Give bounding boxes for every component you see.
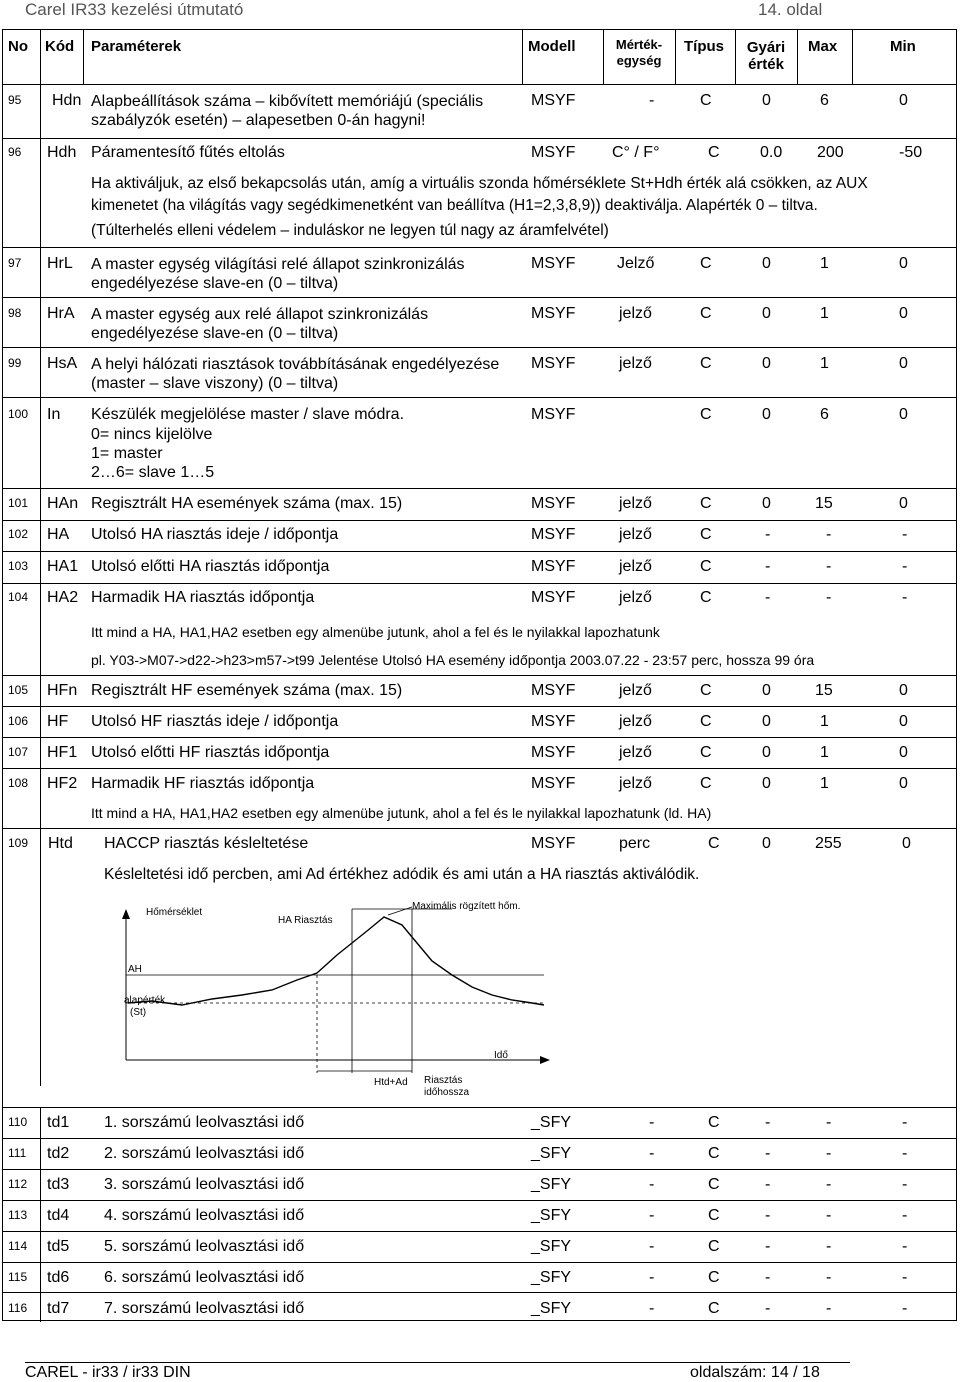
row-sep [2, 1231, 957, 1232]
row-number: 99 [8, 356, 22, 370]
param-min: - [902, 526, 908, 543]
param-min: 0 [899, 355, 908, 372]
param-unit: jelző [619, 558, 652, 575]
diagram-duration-label-2: időhossza [424, 1087, 470, 1098]
param-model: MSYF [531, 526, 576, 543]
param-model: MSYF [531, 355, 576, 372]
row-sep [2, 488, 957, 489]
row-number: 97 [8, 256, 22, 270]
param-description: A helyi hálózati riasztások továbbításának engedélyezése (master – slave viszony) (0 – tiltva) [91, 356, 500, 392]
col-header-modell: Modell [528, 38, 576, 55]
param-unit: jelző [619, 713, 652, 730]
param-code: td7 [47, 1300, 70, 1317]
param-default: - [765, 1238, 771, 1255]
param-default: 0 [762, 406, 771, 423]
param-code: td1 [47, 1114, 70, 1131]
param-unit: jelző [619, 305, 652, 322]
param-description: Regisztrált HF események száma (max. 15) [91, 682, 403, 699]
param-description: 1. sorszámú leolvasztási idő [104, 1114, 305, 1131]
row-sep [2, 551, 957, 552]
row-number: 107 [8, 745, 29, 759]
param-max: - [826, 1176, 832, 1193]
param-code: HrA [47, 305, 75, 322]
param-unit: - [649, 1300, 655, 1317]
param-code: Hdn [52, 92, 82, 109]
param-model: MSYF [531, 144, 576, 161]
param-max: - [826, 558, 832, 575]
param-type: C [700, 589, 712, 606]
param-model: MSYF [531, 744, 576, 761]
param-default: - [765, 589, 771, 606]
y-axis-arrow [122, 909, 130, 919]
param-default: 0.0 [760, 144, 783, 161]
param-max: - [826, 526, 832, 543]
param-max: - [826, 1269, 832, 1286]
param-description: Regisztrált HA események száma (max. 15) [91, 495, 403, 512]
param-default: 0 [762, 713, 771, 730]
row-number: 109 [8, 836, 29, 850]
param-model: MSYF [531, 92, 576, 109]
row-sep [2, 347, 957, 348]
row-number: 98 [8, 306, 22, 320]
param-min: - [902, 1300, 908, 1317]
param-default: - [765, 1176, 771, 1193]
param-model: _SFY [531, 1238, 572, 1255]
col-sep [40, 84, 41, 1086]
param-max: 15 [815, 682, 833, 699]
param-unit: jelző [619, 775, 652, 792]
param-min: - [902, 1176, 908, 1193]
row-number: 103 [8, 559, 29, 573]
param-min: 0 [899, 713, 908, 730]
param-min: - [902, 1114, 908, 1131]
param-option: 2…6= slave 1…5 [91, 464, 215, 481]
param-type: C [708, 835, 720, 852]
param-model: _SFY [531, 1114, 572, 1131]
param-code: HF2 [47, 775, 78, 792]
param-min: - [902, 1238, 908, 1255]
param-min: 0 [899, 92, 908, 109]
param-unit: Jelző [617, 255, 655, 272]
param-type: C [700, 355, 712, 372]
param-type: C [700, 255, 712, 272]
row-sep [2, 138, 957, 139]
col-header-param: Paraméterek [91, 38, 182, 55]
param-description: Alapbeállítások száma – kibővített memóriájú (speciális szabályzók esetén) – alapesetben 0-án hagyni! [91, 93, 484, 129]
param-max: 1 [820, 713, 829, 730]
param-code: Hdh [47, 144, 77, 161]
param-type: C [700, 682, 712, 699]
param-code: td2 [47, 1145, 70, 1162]
diagram-st-label: alapérték [124, 995, 166, 1006]
max-pointer [388, 907, 412, 915]
param-max: - [826, 1300, 832, 1317]
param-min: - [902, 1145, 908, 1162]
param-code: td6 [47, 1269, 70, 1286]
col-header-max: Max [808, 38, 838, 55]
param-model: MSYF [531, 305, 576, 322]
row-sep [2, 1107, 957, 1108]
param-description: A master egység aux relé állapot szinkronizálás engedélyezése slave-en (0 – tiltva) [91, 306, 429, 342]
diagram-htd-label: Htd+Ad [374, 1077, 408, 1088]
param-description: Készülék megjelölése master / slave módra. [91, 406, 405, 423]
param-model: MSYF [531, 558, 576, 575]
row-sep [2, 737, 957, 738]
param-code: HA1 [47, 558, 79, 575]
row-number: 115 [8, 1270, 28, 1284]
row-number: 102 [8, 527, 29, 541]
param-default: 0 [762, 255, 771, 272]
param-unit: jelző [619, 355, 652, 372]
note-ha-example: pl. Y03->M07->d22->h23>m57->t99 Jelentése Utolsó HA esemény időpontja 2003.07.22 - 23:57 perc, hossza 99 óra [91, 652, 815, 668]
temperature-curve [128, 917, 544, 1005]
param-description: HACCP riasztás késleltetése [104, 835, 309, 852]
col-header-min: Min [890, 38, 916, 55]
param-type: C [700, 558, 712, 575]
param-min: - [902, 589, 908, 606]
param-code: HF [47, 713, 69, 730]
param-unit: - [649, 1269, 655, 1286]
param-min: -50 [899, 144, 923, 161]
param-description: 6. sorszámú leolvasztási idő [104, 1269, 305, 1286]
row-sep [2, 1138, 957, 1139]
param-type: C [708, 1176, 720, 1193]
param-min: 0 [899, 775, 908, 792]
row-sep [2, 247, 957, 248]
param-code: In [47, 406, 61, 423]
col-sep [40, 1107, 41, 1322]
param-min: 0 [899, 305, 908, 322]
haccp-alarm-diagram [112, 895, 552, 1105]
param-model: MSYF [531, 835, 576, 852]
param-default: 0 [762, 92, 771, 109]
row-sep [2, 520, 957, 521]
param-default: 0 [762, 682, 771, 699]
param-type: C [700, 406, 712, 423]
col-sep [852, 29, 853, 84]
param-code: HrL [47, 255, 73, 272]
param-min: - [902, 558, 908, 575]
param-description: Harmadik HA riasztás időpontja [91, 589, 315, 606]
param-default: - [765, 1300, 771, 1317]
param-code: HFn [47, 682, 78, 699]
row-number: 111 [8, 1146, 27, 1160]
param-unit: - [649, 1238, 655, 1255]
param-type: C [708, 144, 720, 161]
row-number: 116 [8, 1301, 28, 1315]
param-min: 0 [899, 255, 908, 272]
param-code: HsA [47, 355, 78, 372]
param-max: - [826, 1145, 832, 1162]
param-type: C [700, 305, 712, 322]
row-sep [2, 768, 957, 769]
col-header-tipus: Típus [684, 38, 724, 55]
param-description: 5. sorszámú leolvasztási idő [104, 1238, 305, 1255]
param-type: C [708, 1114, 720, 1131]
param-default: 0 [762, 835, 771, 852]
param-max: 15 [815, 495, 833, 512]
param-type: C [700, 526, 712, 543]
param-model: MSYF [531, 589, 576, 606]
param-description: Utolsó előtti HF riasztás időpontja [91, 744, 330, 761]
row-sep [2, 675, 957, 676]
param-min: 0 [899, 406, 908, 423]
param-code: HA [47, 526, 70, 543]
param-code: HF1 [47, 744, 78, 761]
param-description: Utolsó előtti HA riasztás időpontja [91, 558, 330, 575]
row-number: 113 [8, 1208, 28, 1222]
param-type: C [708, 1145, 720, 1162]
param-unit: perc [619, 835, 651, 852]
param-unit: - [649, 1207, 655, 1224]
param-model: MSYF [531, 255, 576, 272]
col-sep [675, 29, 676, 84]
param-description: 2. sorszámú leolvasztási idő [104, 1145, 305, 1162]
footer-doc-name: CAREL - ir33 / ir33 DIN [25, 1364, 191, 1381]
param-code: td3 [47, 1176, 70, 1193]
param-type: C [708, 1238, 720, 1255]
row-sep [2, 1292, 957, 1293]
param-default: - [765, 526, 771, 543]
param-default: 0 [762, 775, 771, 792]
param-max: 1 [820, 775, 829, 792]
footer-page-number: oldalszám: 14 / 18 [690, 1364, 820, 1381]
param-description: 3. sorszámú leolvasztási idő [104, 1176, 305, 1193]
row-number: 95 [8, 93, 22, 107]
row-sep [2, 1200, 957, 1201]
param-default: 0 [762, 305, 771, 322]
diagram-ah-label: AH [128, 964, 142, 975]
param-type: C [700, 713, 712, 730]
param-description: Utolsó HF riasztás ideje / időpontja [91, 713, 339, 730]
page-number: 14. oldal [758, 0, 823, 19]
param-unit: - [649, 92, 655, 109]
param-unit: jelző [619, 526, 652, 543]
param-unit: jelző [619, 589, 652, 606]
param-max: 200 [817, 144, 844, 161]
param-default: 0 [762, 495, 771, 512]
row-sep [2, 583, 957, 584]
param-max: 1 [820, 305, 829, 322]
param-min: - [902, 1269, 908, 1286]
param-code: HA2 [47, 589, 79, 606]
param-max: 1 [820, 255, 829, 272]
col-sep [797, 29, 798, 84]
param-default: - [765, 1145, 771, 1162]
param-max: - [826, 1207, 832, 1224]
param-max: 255 [815, 835, 842, 852]
param-option: 0= nincs kijelölve [91, 426, 213, 443]
param-max: 1 [820, 744, 829, 761]
param-min: 0 [899, 682, 908, 699]
note-hf-menu: Itt mind a HA, HA1,HA2 esetben egy almenübe jutunk, ahol a fel és le nyilakkal lapozhatunk (ld. HA) [91, 805, 712, 821]
param-min: 0 [902, 835, 911, 852]
diagram-max-label: Maximális rögzített hőm. [412, 901, 521, 912]
param-model: _SFY [531, 1300, 572, 1317]
param-type: C [708, 1207, 720, 1224]
param-max: - [826, 589, 832, 606]
param-model: _SFY [531, 1207, 572, 1224]
note-ha-menu: Itt mind a HA, HA1,HA2 esetben egy almenübe jutunk, ahol a fel és le nyilakkal lapozhatunk [91, 624, 660, 640]
col-header-mertek: Mérték-egység [615, 37, 663, 68]
row-number: 106 [8, 714, 29, 728]
x-axis-arrow [540, 1056, 550, 1064]
param-description: Páramentesítő fűtés eltolás [91, 144, 285, 161]
param-model: _SFY [531, 1176, 572, 1193]
param-code: Htd [48, 835, 73, 852]
param-max: 1 [820, 355, 829, 372]
param-type: C [708, 1269, 720, 1286]
param-min: 0 [899, 495, 908, 512]
diagram-st-label-2: (St) [130, 1007, 147, 1018]
param-default: - [765, 558, 771, 575]
param-description: 7. sorszámú leolvasztási idő [104, 1300, 305, 1317]
row-number: 105 [8, 683, 29, 697]
col-header-gyari: Gyári érték [746, 39, 786, 73]
param-description: A master egység világítási relé állapot szinkronizálás engedélyezése slave-en (0 – tiltva) [91, 256, 465, 292]
param-type: C [700, 744, 712, 761]
row-sep [2, 297, 957, 298]
row-number: 114 [8, 1239, 28, 1253]
param-model: MSYF [531, 495, 576, 512]
row-number: 110 [8, 1115, 28, 1129]
param-max: 6 [820, 406, 829, 423]
row-number: 108 [8, 776, 29, 790]
param-default: 0 [762, 355, 771, 372]
footer-line [25, 1362, 850, 1363]
param-model: MSYF [531, 713, 576, 730]
param-description: Utolsó HA riasztás ideje / időpontja [91, 526, 339, 543]
param-code: td4 [47, 1207, 70, 1224]
col-sep [83, 29, 84, 84]
row-number: 100 [8, 407, 29, 421]
col-header-kod: Kód [45, 38, 75, 55]
row-number: 112 [8, 1177, 28, 1191]
param-model: _SFY [531, 1269, 572, 1286]
diagram-y-label: Hőmérséklet [146, 907, 203, 918]
param-max: - [826, 1238, 832, 1255]
param-default: 0 [762, 744, 771, 761]
row-sep [2, 706, 957, 707]
diagram-duration-label: Riasztás [424, 1075, 463, 1086]
row-sep [2, 1262, 957, 1263]
col-sep [522, 29, 523, 84]
param-unit: C° / F° [612, 144, 660, 161]
param-model: MSYF [531, 775, 576, 792]
param-unit: jelző [619, 744, 652, 761]
row-number: 104 [8, 590, 29, 604]
col-header-no: No [8, 38, 28, 55]
col-sep [603, 29, 604, 84]
param-unit: - [649, 1176, 655, 1193]
param-type: C [700, 775, 712, 792]
row-sep [2, 1169, 957, 1170]
row-sep [2, 397, 957, 398]
param-max: - [826, 1114, 832, 1131]
param-model: MSYF [531, 682, 576, 699]
param-unit: - [649, 1114, 655, 1131]
note-hdh: Ha aktiváljuk, az első bekapcsolás után, amíg a virtuális szonda hőmérséklete St+Hdh érték alá csökken, az AUX kimenetet (ha világítás vagy segédkimenetként van beállítva (H1=2,3,8,9)) deaktiválja. Alapérték 0 – tiltva. [91, 175, 868, 214]
param-code: td5 [47, 1238, 70, 1255]
param-description: 4. sorszámú leolvasztási idő [104, 1207, 305, 1224]
param-default: - [765, 1269, 771, 1286]
param-model: MSYF [531, 406, 576, 423]
note-htd: Késleltetési idő percben, ami Ad értékhez adódik és ami után a HA riasztás aktiválódik. [104, 866, 700, 883]
param-type: C [708, 1300, 720, 1317]
param-type: C [700, 92, 712, 109]
param-max: 6 [820, 92, 829, 109]
note-overload: (Túlterhelés elleni védelem – induláskor ne legyen túl nagy az áramfelvétel) [91, 222, 609, 239]
document-title: Carel IR33 kezelési útmutató [25, 0, 244, 19]
param-option: 1= master [91, 445, 163, 462]
param-unit: jelző [619, 682, 652, 699]
param-model: _SFY [531, 1145, 572, 1162]
param-min: 0 [899, 744, 908, 761]
diagram-time-label: Idő [494, 1050, 508, 1061]
col-sep [735, 29, 736, 84]
param-default: - [765, 1114, 771, 1131]
row-sep [2, 84, 957, 85]
row-number: 96 [8, 145, 22, 159]
row-number: 101 [8, 496, 29, 510]
param-description: Harmadik HF riasztás időpontja [91, 775, 315, 792]
param-unit: jelző [619, 495, 652, 512]
row-sep [2, 828, 957, 829]
param-type: C [700, 495, 712, 512]
diagram-ha-label: HA Riasztás [278, 915, 333, 926]
param-code: HAn [47, 495, 79, 512]
param-min: - [902, 1207, 908, 1224]
col-sep [40, 29, 41, 84]
param-unit: - [649, 1145, 655, 1162]
param-default: - [765, 1207, 771, 1224]
